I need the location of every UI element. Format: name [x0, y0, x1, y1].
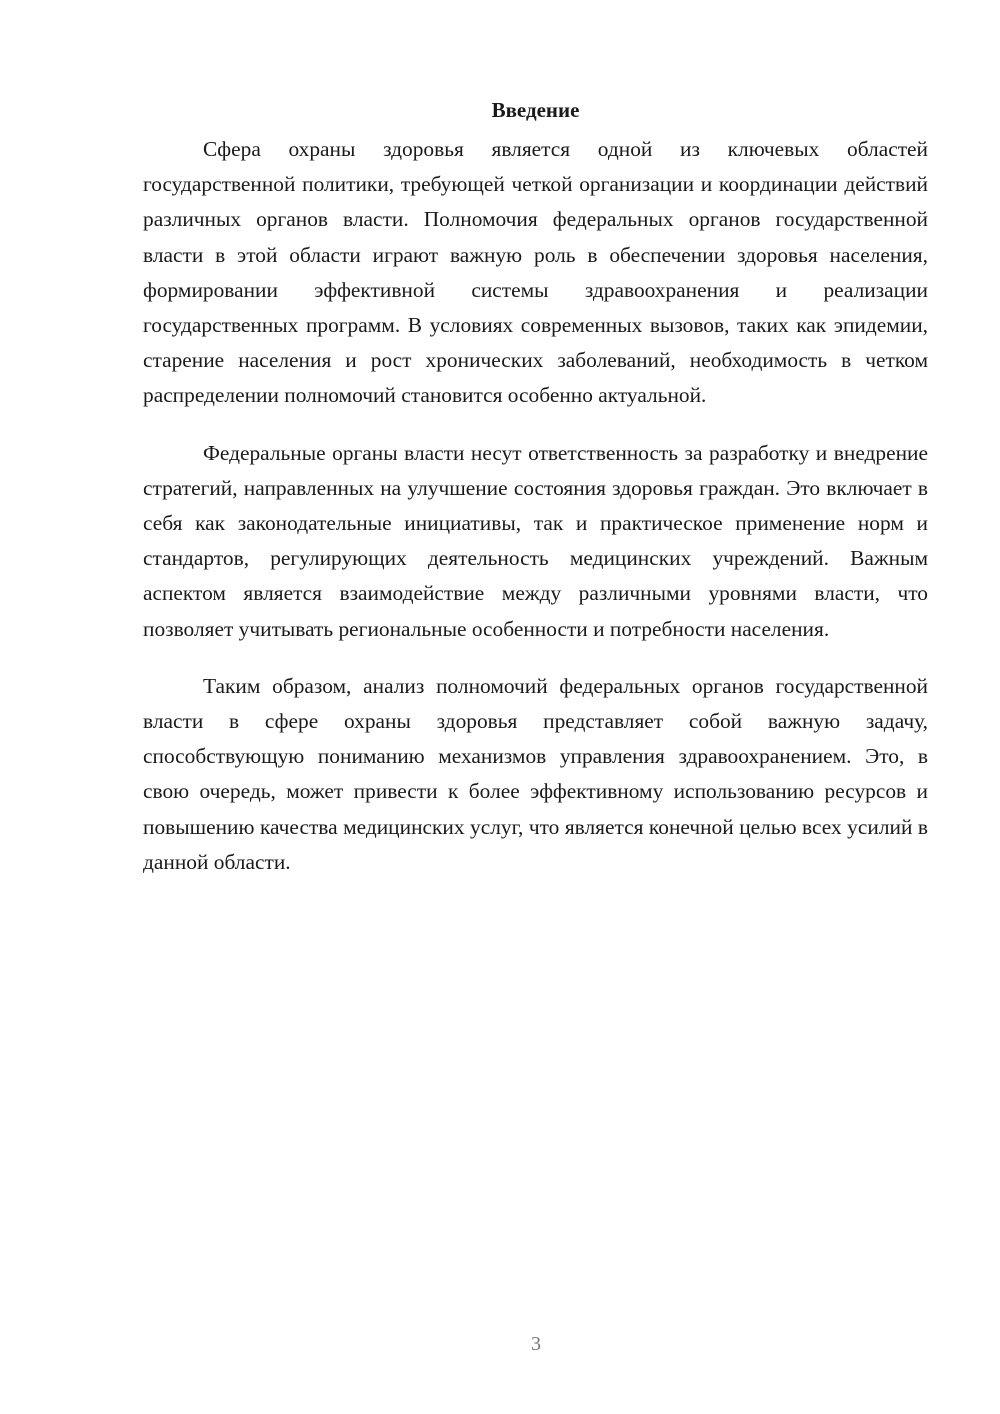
paragraph-2: Федеральные органы власти несут ответственность за разработку и внедрение стратегий, направленных на улучшение состояния здоровья граждан. Это включает в себя как законодательные инициативы, так и практическое применение норм и стандартов, регулирующих деятельность медицинских учреждений. Важным аспектом является взаимодействие между различными уровнями власти, что позволяет учитывать региональные особенности и потребности населения. — [143, 440, 928, 641]
document-page — [143, 93, 928, 902]
paragraph-1: Сфера охраны здоровья является одной из ключевых областей государственной политики, требующей четкой организации и координации действий различных органов власти. Полномочия федеральных органов государственной власти в этой области играют важную роль в обеспечении здоровья населения, формировании эффективной системы здравоохранения и реализации государственных программ. В условиях современных вызовов, таких как эпидемии, старение населения и рост хронических заболеваний, необходимость в четком распределении полномочий становится особенно актуальной. — [143, 137, 928, 408]
page-number: 3 — [531, 1333, 541, 1355]
section-title: Введение — [491, 98, 580, 122]
paragraph-3: Таким образом, анализ полномочий федеральных органов государственной власти в сфере охраны здоровья представляет собой важную задачу, способствующую пониманию механизмов управления здравоохранением. Это, в свою очередь, может привести к более эффективному использованию ресурсов и повышению качества медицинских услуг, что является конечной целью всех усилий в данной области. — [143, 673, 928, 874]
